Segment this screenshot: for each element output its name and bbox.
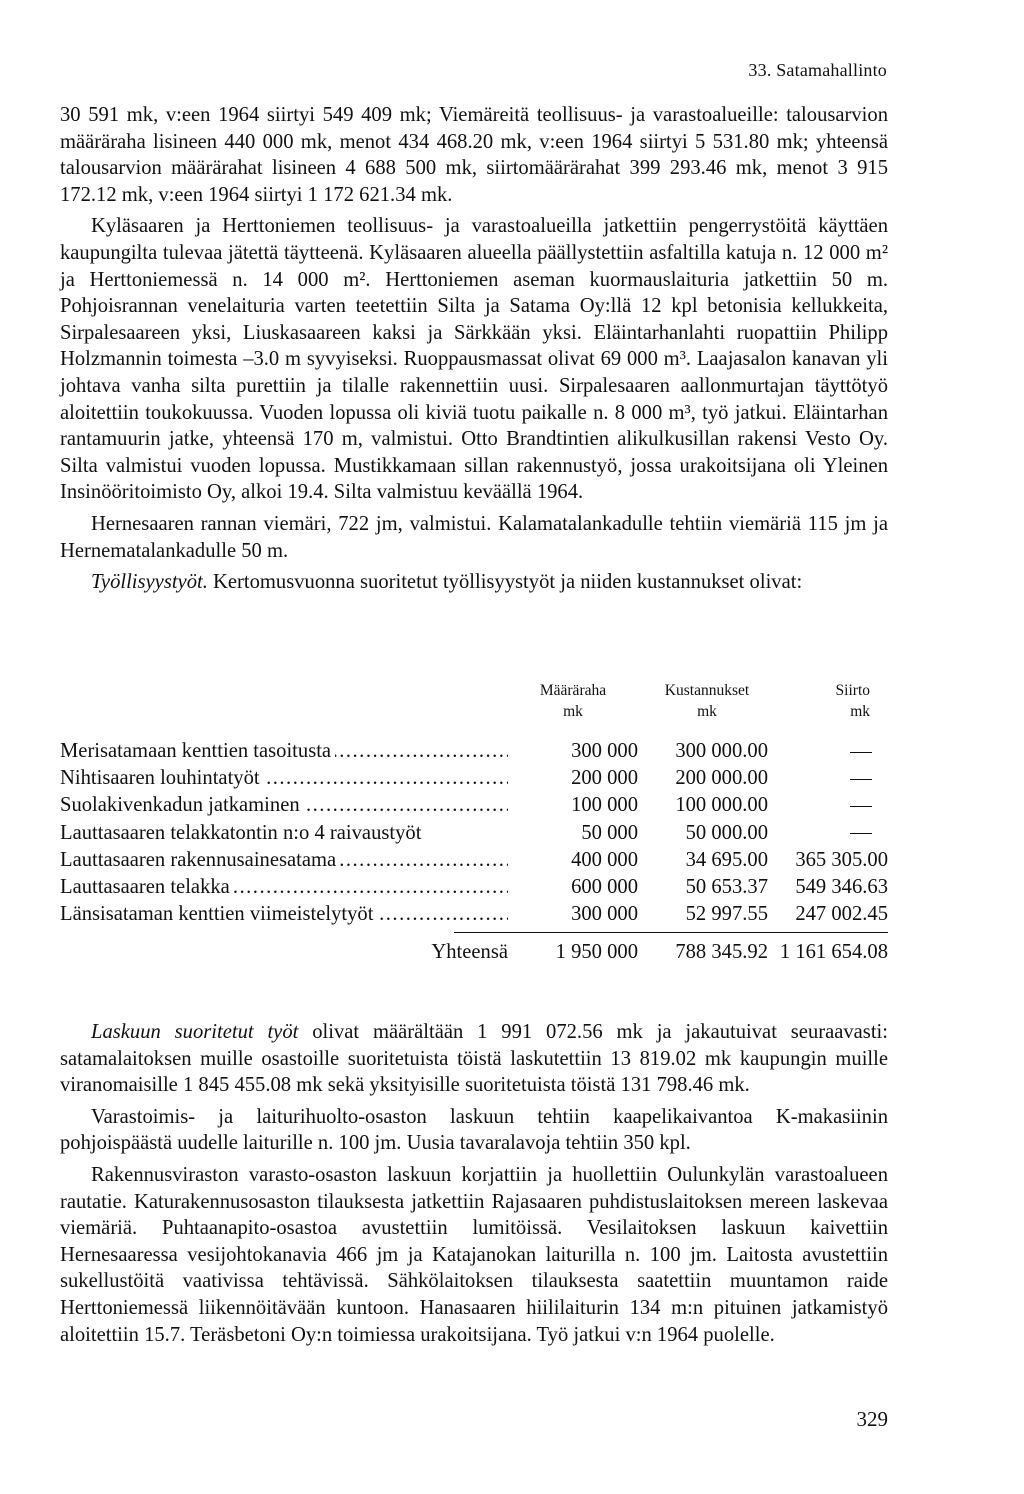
paragraph-works: Kyläsaaren ja Herttoniemen teollisuus- ja varastoalueilla jatkettiin pengerrystöitä käyttäen kaupungilta tulevaa jätettä täytteenä. Kyläsaaren alueella päällystettiin asfaltilla katuja n. 12 000 m² ja Herttoniemessä n. 14 000 m². Herttoniemen aseman kuormauslaituria jatkettiin 50 m. Pohjoisrannan venelaituria varten teetettiin Silta ja Satama Oy:llä 12 kpl betonisia kellukkeita, Sirpalesaareen yksi, Liuskasaareen kaksi ja Särkkään yksi. Eläintarhanlahti ruopattiin Philipp Holzmannin toimesta –3.0 m syvyiseksi. Ruoppausmassat olivat 69 000 m³. Laajasalon kanavan yli johtava vanha silta purettiin ja tilalle rakennettiin uusi. Sirpalesaaren aallonmurtajan täyttötyö aloitettiin toukokuussa. Vuoden lopussa oli kiviä tuotu paikalle n. 8 000 m³, työ jatkui. Eläintarhan rantamuurin jatke, yhteensä 170 m, valmistui. Otto Brandtintien alikulkusillan rakensi Vesto Oy. Silta valmistui vuoden lopussa. Mustikkamaan sillan rakennustyö, jossa urakoitsijana oli Yleinen Insinööritoimisto Oy, alkoi 19.4. Silta valmistuu keväällä 1964.	[60, 215, 888, 504]
invoice-text: olivat määrältään 1 991 072.56 mk ja jakautuivat seuraavasti: satamalaitoksen muille osastoille suoritetuista töistä laskutettiin 13 819.02 mk kaupungin muille viranomaisille 1 845 455.08 mk sekä yksityisille suoritetuista töistä 131 798.46 mk.	[60, 1021, 888, 1097]
table-row: Nihtisaaren louhintatyöt ..... 200 000 200 000.00	[60, 765, 888, 792]
paragraph-sewer: Hernesaaren rannan viemäri, 722 jm, valmistui. Kalamatalankadulle tehtiin viemäriä 115 jm ja Hernematalankadulle 50 m.	[60, 512, 888, 562]
paragraph-storage: Varastoimis- ja laiturihuolto-osaston laskuun tehtiin kaapelikaivantoa K-makasiinin pohjoispäästä uudelle laiturille n. 100 jm. Uusia tavaralavoja tehtiin 350 kpl.	[60, 1105, 888, 1155]
employment-text: Kertomusvuonna suoritetut työllisyystyöt ja niiden kustannukset olivat:	[207, 571, 803, 594]
table-row: Lauttasaaren telakkatontin n:o 4 raivaustyöt 50 000 50 000.00	[60, 820, 888, 847]
table-row: Lauttasaaren telakka ..... 600 000 50 653.37 549 346.63	[60, 874, 888, 901]
dash	[850, 779, 872, 780]
running-header: 33. Satamahallinto	[748, 60, 887, 80]
dash	[850, 752, 872, 753]
paragraph-invoiced	[60, 1019, 888, 1099]
total-rule	[454, 932, 888, 933]
employment-heading: Työllisyystyöt.	[91, 571, 208, 594]
paragraph-other-depts: Rakennusviraston varasto-osaston laskuun korjattiin ja huollettiin Oulunkylän varastoalueen rautatie. Katurakennusosaston tilauksesta jatkettiin Rajasaaren puhdistuslaitoksen mereen laskevaa viemäriä. Puhtaanapito-osastoa avustettiin lumitöissä. Vesilaitoksen laskuun kaivettiin Hernesaaressa vesijohtokanavia 466 jm ja Katajanokan laiturilla n. 100 jm. Laitosta avustettiin sukellustöitä vaativissa tehtävissä. Sähkölaitoksen tilauksesta saatettiin muuntamon raide Herttoniemessä liikennöitävään kuntoon. Hanasaaren hiililaiturin 134 m:n pituinen jatkamistyö aloitettiin 15.7. Teräsbetoni Oy:n toimiessa urakoitsijana. Työ jatkui v:n 1964 puolelle.	[60, 1163, 888, 1346]
paragraph-budget: 30 591 mk, v:een 1964 siirtyi 549 409 mk; Viemäreitä teollisuus- ja varastoalueille: talousarvion määräraha lisineen 440 000 mk, menot 434 468.20 mk, v:een 1964 siirtyi 5 531.80 mk; yhteensä talousarvion määrärahat lisineen 4 688 500 mk, siirtomäärärahat 399 293.46 mk, menot 3 915 172.12 mk, v:een 1964 siirtyi 1 172 621.34 mk.	[60, 104, 888, 206]
table-row: Suolakivenkadun jatkaminen ..... 100 000 100 000.00	[60, 792, 888, 819]
closing-text	[60, 1019, 888, 1353]
header-transfer: Siirto mk	[835, 682, 870, 720]
intro-text	[60, 102, 888, 601]
employment-works-table	[60, 680, 888, 967]
dash	[850, 833, 872, 834]
header-budget: Määräraha mk	[539, 682, 607, 720]
table-header	[60, 680, 888, 722]
table-row: Länsisataman kenttien viimeistelytyöt ..... 300 000 52 997.55 247 002.45	[60, 901, 888, 928]
table-row: Merisatamaan kenttien tasoitusta ..... 300 000 300 000.00	[60, 738, 888, 765]
table-total-row: Yhteensä 1 950 000 788 345.92 1 161 654.08	[431, 941, 888, 964]
paragraph-employment	[60, 569, 888, 596]
header-costs: Kustannukset mk	[664, 682, 750, 720]
table-row: Lauttasaaren rakennusainesatama ..... 400 000 34 695.00 365 305.00	[60, 847, 888, 874]
invoice-heading: Laskuun suoritetut työt	[91, 1021, 299, 1043]
page-number: 329	[856, 1407, 888, 1431]
dash	[850, 806, 872, 807]
